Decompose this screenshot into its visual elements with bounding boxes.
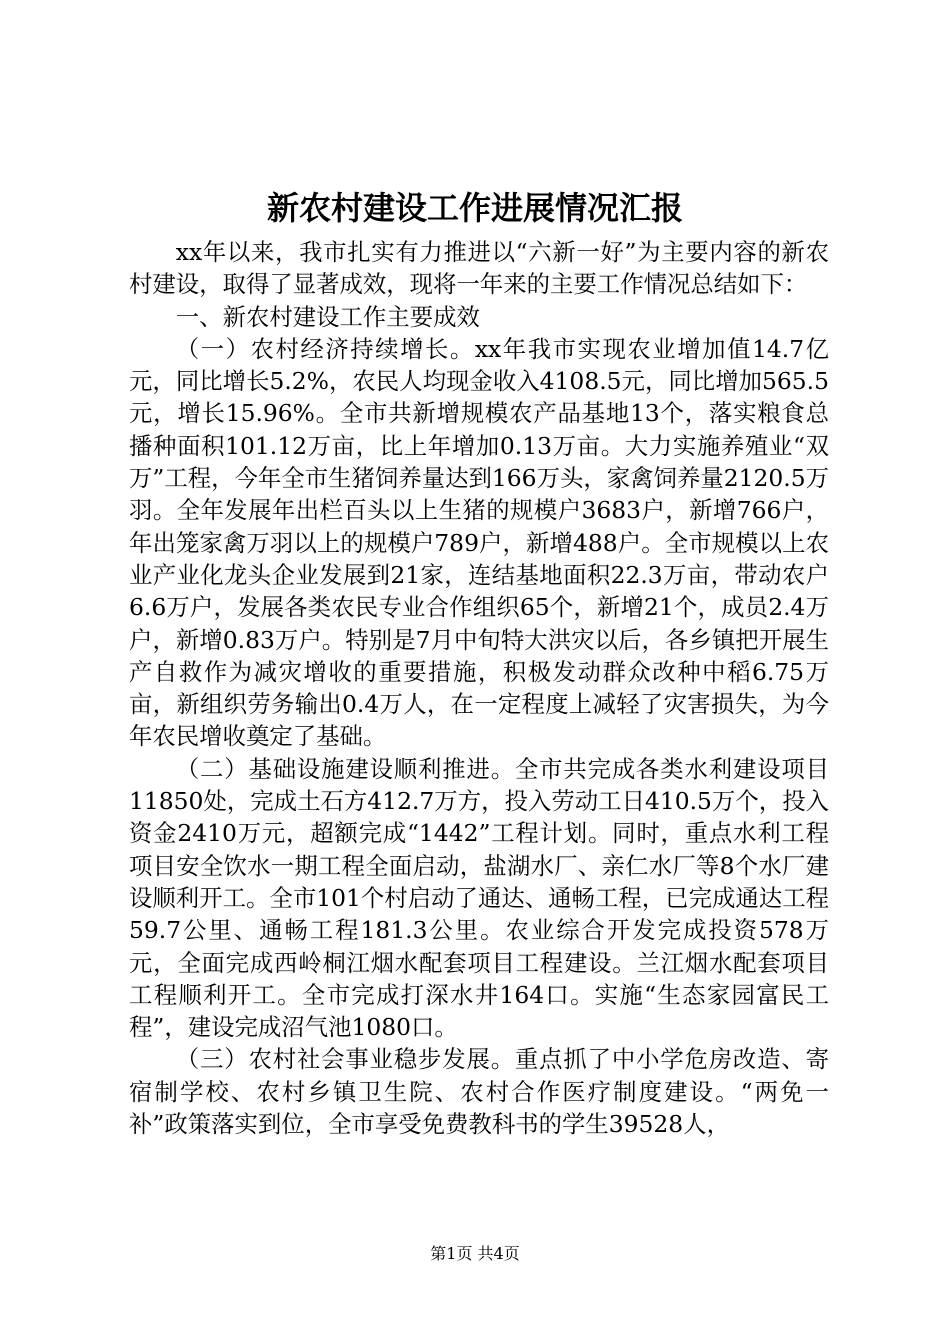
intro-paragraph: xx年以来，我市扎实有力推进以“六新一好”为主要内容的新农村建设，取得了显著成效，现将一年来的主要工作情况总结如下： (129, 238, 829, 299)
page-number: 第1页 共4页 (430, 1244, 520, 1263)
document-body (129, 236, 829, 1140)
paragraph-social: （三）农村社会事业稳步发展。重点抓了中小学危房改造、寄宿制学校、农村乡镇卫生院、农村合作医疗制度建设。“两免一补”政策落实到位，全市享受免费教科书的学生39528人， (129, 1045, 829, 1139)
document-title: 新农村建设工作进展情况汇报 (266, 189, 683, 227)
paragraph-infrastructure: （二）基础设施建设顺利推进。全市共完成各类水利建设项目11850处，完成土石方412.7万方，投入劳动工日410.5万个，投入资金2410万元，超额完成“1442”工程计划。同时，重点水利工程项目安全饮水一期工程全面启动，盐湖水厂、亲仁水厂等8个水厂建设顺利开工。全市101个村启动了通达、通畅工程，已完成通达工程59.7公里、通畅工程181.3公里。农业综合开发完成投资578万元，全面完成西岭桐江烟水配套项目工程建设。兰江烟水配套项目工程顺利开工。全市完成打深水井164口。实施“生态家园富民工程”，建设完成沼气池1080口。 (129, 754, 829, 1042)
paragraph-economy: （一）农村经济持续增长。xx年我市实现农业增加值14.7亿元，同比增长5.2%，农民人均现金收入4108.5元，同比增加565.5元，增长15.96%。全市共新增规模农产品基地13个，落实粮食总播种面积101.12万亩，比上年增加0.13万亩。大力实施养殖业“双万”工程，今年全市生猪饲养量达到166万头，家禽饲养量2120.5万羽。全年发展年出栏百头以上生猪的规模户3683户，新增766户，年出笼家禽万羽以上的规模户789户，新增488户。全市规模以上农业产业化龙头企业发展到21家，连结基地面积22.3万亩，带动农户6.6万户，发展各类农民专业合作组织65个，新增21个，成员2.4万户，新增0.83万户。特别是7月中旬特大洪灾以后，各乡镇把开展生产自救作为减灾增收的重要措施，积极发动群众改种中稻6.75万亩，新组织劳务输出0.4万人，在一定程度上减轻了灾害损失，为今年农民增收奠定了基础。 (129, 334, 829, 751)
section-heading: 一、新农村建设工作主要成效 (175, 302, 480, 331)
